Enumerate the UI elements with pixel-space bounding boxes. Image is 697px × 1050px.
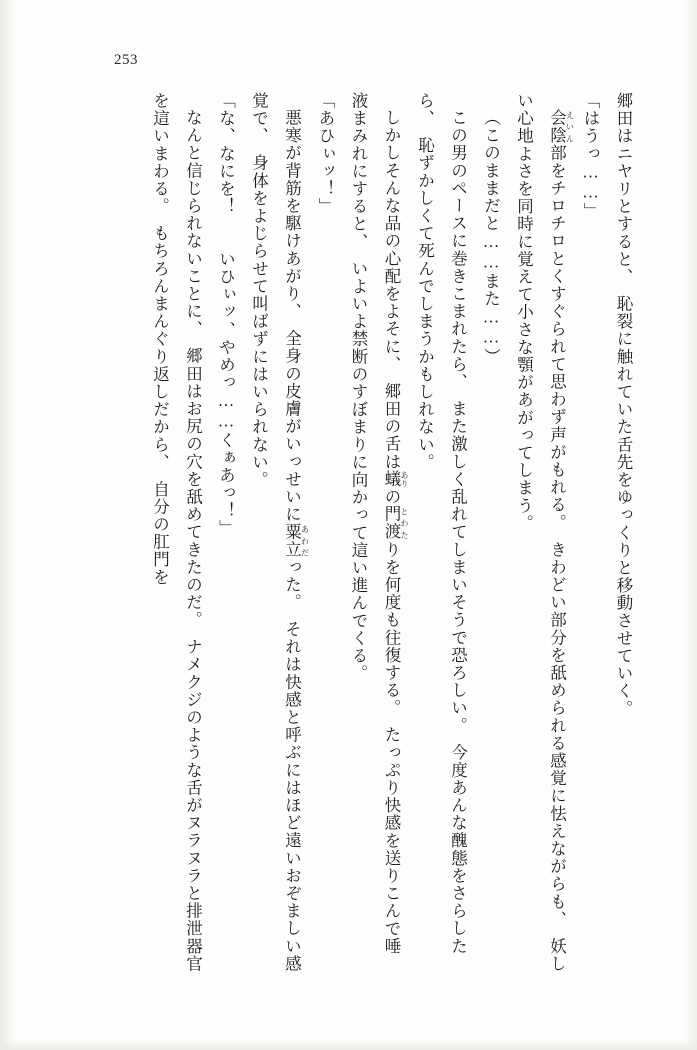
- page-edge-shadow-bottom: [0, 1040, 697, 1050]
- paragraph: この男のペースに巻きこまれたら、 また激しく乱れてしまいそうで恐ろしい。 今度あんな醜態をさらしたら、 恥ずかしくて死んでしまうかもしれない。: [415, 92, 468, 955]
- paragraph: 悪寒が背筋を駆けあがり、 全身の皮膚がいっせいに粟立 あわだった。 それは快感と呼ぶにはほど遠いおぞましい感覚で、 身体をよじらせて叫ばずにはいられない。: [249, 92, 310, 973]
- dialogue-line: 「はうっ……」: [581, 92, 600, 221]
- dialogue-line: 「あひぃッ！」: [316, 92, 335, 216]
- paragraph: 郷田はニヤリとすると、 恥裂に触れていた舌先をゆっくりと移動させていく。: [614, 92, 633, 718]
- page-edge-shadow-left: [0, 0, 14, 1050]
- paragraph: なんと信じられないことに、 郷田はお尻の穴を舐めてきたのだ。 ナメクジのような舌がヌラヌラと排泄器官を這いまわる。 もちろんまんぐり返しだから、 自分の肛門を: [150, 92, 203, 972]
- paragraph: （このままだと……また……）: [481, 108, 501, 365]
- page-number: 253: [114, 52, 138, 68]
- paragraph: 会陰 えいん部をチロチロとくすぐられて思わず声がもれる。 きわどい部分を舐められる感覚に怯えながらも、 妖しい心地よさを同時に覚えて小さな顎があがってしまう。: [514, 92, 575, 973]
- paragraph: しかしそんな品の心配をよそに、 郷田の舌は蟻 ありの門渡 とわたりを何度も往復する。 たっぷり快感を送りこんで唾液まみれにすると、 いよいよ禁断のすぼまりに向かって這い進んでくる。: [349, 92, 409, 955]
- page-edge-shadow-right: [685, 0, 697, 1050]
- page-body-text: [80, 92, 640, 972]
- dialogue-line: 「な、なにを！ いひぃッ、やめっ……くぁあっ！」: [216, 92, 236, 537]
